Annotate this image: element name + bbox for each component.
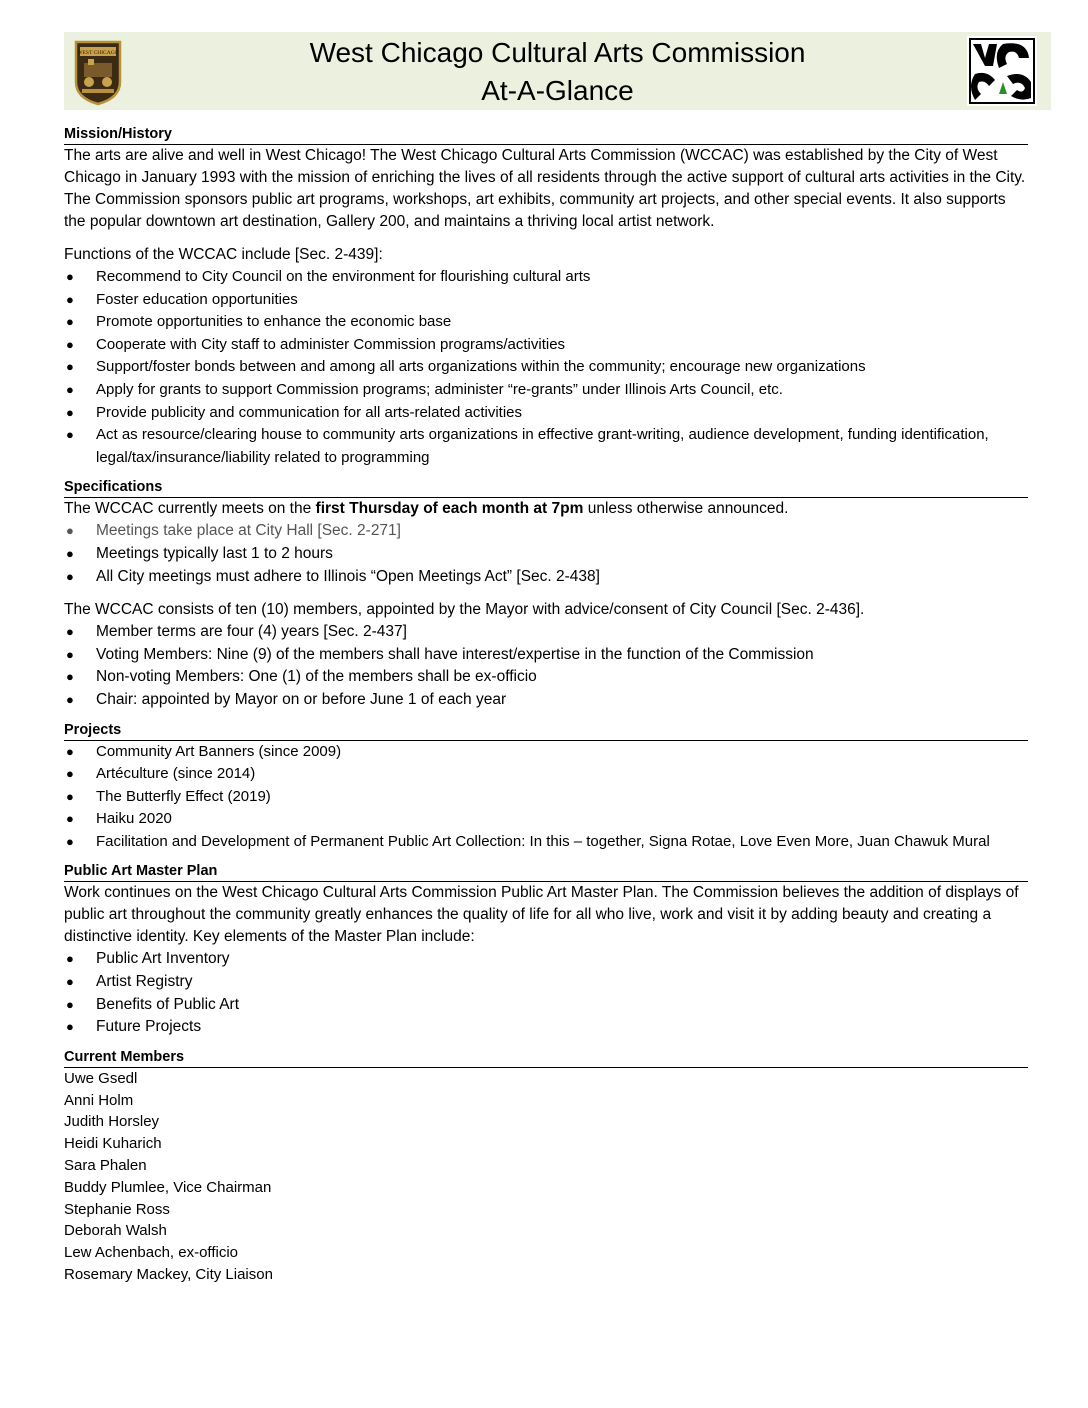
member-name: Judith Horsley xyxy=(64,1113,160,1131)
list-item: ● Facilitation and Development of Permanent Public Art Collection: In this – together, Signa Rotae, Love Even More, Juan Chawuk Mural xyxy=(64,831,1028,854)
list-item: ● All City meetings must adhere to Illinois “Open Meetings Act” [Sec. 2-438] xyxy=(64,566,1028,589)
member-name: Lew Achenbach, ex-officio xyxy=(64,1244,239,1262)
list-item: ● Member terms are four (4) years [Sec. 2-437] xyxy=(64,621,1028,644)
bullet-icon: ● xyxy=(66,951,74,967)
projects-heading: Projects xyxy=(64,720,1028,741)
meeting-schedule: The WCCAC currently meets on the first Thursday of each month at 7pm unless otherwise announced. xyxy=(64,500,789,518)
list-item: ● Foster education opportunities xyxy=(64,289,1028,312)
list-item: ● Provide publicity and communication for all arts-related activities xyxy=(64,402,1028,425)
title-line-2: At-A-Glance xyxy=(481,75,634,106)
list-item: ● Recommend to City Council on the environment for flourishing cultural arts xyxy=(64,266,1028,289)
bullet-icon: ● xyxy=(66,743,74,759)
list-item: ● Meetings take place at City Hall [Sec. 2-271] xyxy=(64,520,1028,543)
bullet-icon: ● xyxy=(66,427,74,443)
member-name: Buddy Plumlee, Vice Chairman xyxy=(64,1178,272,1196)
bullet-icon: ● xyxy=(66,404,74,420)
list-item: ● The Butterfly Effect (2019) xyxy=(64,786,1028,809)
bullet-icon: ● xyxy=(66,691,74,707)
list-item: ● Promote opportunities to enhance the economic base xyxy=(64,311,1028,334)
member-name: Stephanie Ross xyxy=(64,1200,170,1218)
list-item: ● Future Projects xyxy=(64,1016,1028,1039)
members-list xyxy=(64,1068,1028,1286)
specifications-heading: Specifications xyxy=(64,477,1028,498)
bullet-icon: ● xyxy=(66,788,74,804)
list-item: ● Apply for grants to support Commission programs; administer “re-grants” under Illinois Arts Council, etc. xyxy=(64,379,1028,402)
bullet-icon: ● xyxy=(66,974,74,990)
mission-heading: Mission/History xyxy=(64,124,1028,145)
list-item: ● Act as resource/clearing house to community arts organizations in effective grant-writing, audience development, funding identification, legal/tax/insurance/liability related to programming xyxy=(66,426,989,466)
list-item: ● Chair: appointed by Mayor on or before June 1 of each year xyxy=(64,689,1028,712)
list-item: ● Voting Members: Nine (9) of the members shall have interest/expertise in the function of the Commission xyxy=(64,644,1028,667)
functions-intro: Functions of the WCCAC include [Sec. 2-439]: xyxy=(64,246,383,263)
bullet-icon: ● xyxy=(66,314,74,330)
bullet-icon: ● xyxy=(66,291,74,307)
bullet-icon: ● xyxy=(66,646,74,662)
mission-paragraph: The arts are alive and well in West Chicago! The West Chicago Cultural Arts Commission (WCCAC) was established by the City of West Chicago in January 1993 with the mission of enriching the lives of all residents through the active support of cultural arts activities in the City. The Commission sponsors public art programs, workshops, art exhibits, community art projects, and other special events. It also supports the popular downtown art destination, Gallery 200, and maintains a thriving local artist network. xyxy=(64,147,1026,230)
bullet-icon: ● xyxy=(66,766,74,782)
list-item: ● Cooperate with City staff to administer Commission programs/activities xyxy=(64,334,1028,357)
projects-list xyxy=(64,741,1028,854)
bullet-icon: ● xyxy=(66,359,74,375)
members-heading: Current Members xyxy=(64,1047,1028,1068)
list-item: ● Haiku 2020 xyxy=(64,808,1028,831)
member-name: Heidi Kuharich xyxy=(64,1135,162,1153)
meeting-list xyxy=(64,520,1028,588)
page-title xyxy=(64,34,1051,110)
bullet-icon: ● xyxy=(66,624,74,640)
wccac-logo-icon xyxy=(967,36,1037,106)
functions-list xyxy=(64,266,1028,469)
master-plan-list xyxy=(64,948,1028,1038)
bullet-icon: ● xyxy=(66,336,74,352)
member-name: Rosemary Mackey, City Liaison xyxy=(64,1266,273,1284)
seal-text: WEST CHICAGO xyxy=(77,50,119,56)
bullet-icon: ● xyxy=(66,833,74,849)
bullet-icon: ● xyxy=(66,523,74,539)
document-body xyxy=(64,124,1028,1286)
list-item: ● Meetings typically last 1 to 2 hours xyxy=(64,543,1028,566)
list-item: ● Artist Registry xyxy=(64,971,1028,994)
bullet-icon: ● xyxy=(66,381,74,397)
member-name: Deborah Walsh xyxy=(64,1222,167,1240)
list-item: ● Benefits of Public Art xyxy=(64,994,1028,1017)
bullet-icon: ● xyxy=(66,1019,74,1035)
list-item: ● Community Art Banners (since 2009) xyxy=(64,741,1028,764)
master-plan-paragraph: Work continues on the West Chicago Cultural Arts Commission Public Art Master Plan. The Commission believes the addition of displays of public art throughout the community greatly enhances the quality of life for all who live, work and visit it by adding beauty and creating a distinctive identity. Key elements of the Master Plan include: xyxy=(64,884,1019,946)
bullet-icon: ● xyxy=(66,269,74,284)
bullet-icon: ● xyxy=(66,996,74,1012)
title-line-1: West Chicago Cultural Arts Commission xyxy=(309,37,806,68)
member-rules-list xyxy=(64,621,1028,711)
member-name: Uwe Gsedl xyxy=(64,1069,138,1087)
list-item: ● Public Art Inventory xyxy=(64,948,1028,971)
bullet-icon: ● xyxy=(66,545,74,561)
list-item: ● Non-voting Members: One (1) of the members shall be ex-officio xyxy=(64,666,1028,689)
bullet-icon: ● xyxy=(66,669,74,685)
bullet-icon: ● xyxy=(66,568,74,584)
master-plan-heading: Public Art Master Plan xyxy=(64,861,1028,882)
list-item: ● Artéculture (since 2014) xyxy=(64,763,1028,786)
members-intro: The WCCAC consists of ten (10) members, appointed by the Mayor with advice/consent of City Council [Sec. 2-436]. xyxy=(64,601,865,619)
logo-text: WCCAC xyxy=(1002,76,1006,77)
document-header xyxy=(64,32,1051,110)
list-item: ● Support/foster bonds between and among all arts organizations within the community; encourage new organizations xyxy=(64,356,1028,379)
member-name: Anni Holm xyxy=(64,1091,134,1109)
bullet-icon: ● xyxy=(66,811,74,827)
member-name: Sara Phalen xyxy=(64,1157,147,1175)
